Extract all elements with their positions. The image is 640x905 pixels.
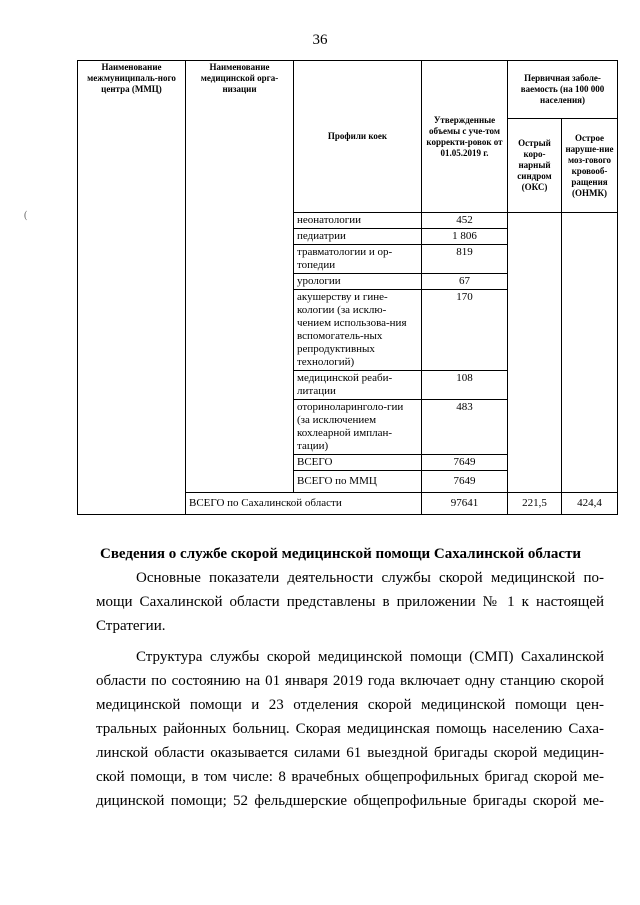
header-profile: Профили коек <box>294 61 422 213</box>
value-cell: 452 <box>422 213 508 229</box>
onmk-cell <box>562 213 618 493</box>
page-number: 36 <box>312 32 328 48</box>
paragraph-line: дицинской помощи; 52 фельдшерские общепрофильные бригады скорой ме- <box>96 793 604 809</box>
profile-cell: оториноларинголо-гии (за исключением кохлеарной имплан-тации) <box>294 400 422 455</box>
paragraph-line: медицинской помощи и 23 отделения скорой медицинской помощи цен- <box>96 697 604 713</box>
paragraph-2 <box>96 645 604 813</box>
paragraph-line: Структура службы скорой медицинской помощи (СМП) Сахалинской <box>136 649 604 665</box>
table-row <box>78 213 618 229</box>
total-region-label: ВСЕГО по Сахалинской области <box>186 493 422 515</box>
paragraph-line: Основные показатели деятельности службы скорой медицинской по- <box>136 570 604 586</box>
total-region-value: 97641 <box>422 493 508 515</box>
profile-cell: неонатологии <box>294 213 422 229</box>
paragraph-line: тральных районных больниц. Скорая медицинская помощь населению Саха- <box>96 721 604 737</box>
bed-profiles-table-container <box>77 60 617 515</box>
profile-cell: урологии <box>294 274 422 290</box>
total-mmc-value: 7649 <box>422 471 508 493</box>
paragraph-line: ской помощи, в том числе: 8 врачебных общепрофильных бригад скорой ме- <box>96 769 604 785</box>
mmc-cell <box>78 213 186 515</box>
paragraph-line: мощи Сахалинской области представлены в приложении № 1 к настоящей <box>96 594 604 610</box>
header-onmk: Острое наруше-ние моз-гового кровооб-ращения (ОНМК) <box>562 119 618 213</box>
profile-cell: травматологии и ор-топедии <box>294 245 422 274</box>
value-cell: 170 <box>422 290 508 371</box>
value-cell: 483 <box>422 400 508 455</box>
header-volume: Утвержденные объемы с уче-том корректи-ровок от 01.05.2019 г. <box>422 61 508 213</box>
profile-cell: педиатрии <box>294 229 422 245</box>
header-morbidity: Первичная заболе-ваемость (на 100 000 населения) <box>508 61 618 119</box>
value-cell: 67 <box>422 274 508 290</box>
value-cell: 819 <box>422 245 508 274</box>
paragraph-line: Стратегии. <box>96 618 166 634</box>
paragraph-line: области по состоянию на 01 января 2019 года включает одну станцию скорой <box>96 673 604 689</box>
org-cell <box>186 213 294 493</box>
header-oks: Острый коро-нарный синдром (ОКС) <box>508 119 562 213</box>
profile-cell: ВСЕГО <box>294 455 422 471</box>
profile-cell: медицинской реаби-литации <box>294 371 422 400</box>
oks-cell <box>508 213 562 493</box>
value-cell: 108 <box>422 371 508 400</box>
value-cell: 1 806 <box>422 229 508 245</box>
margin-mark: ( <box>24 210 28 221</box>
total-region-oks: 221,5 <box>508 493 562 515</box>
bed-profiles-table <box>77 60 618 515</box>
header-org: Наименование медицинской орга-низации <box>186 61 294 213</box>
paragraph-1 <box>96 566 604 638</box>
total-region-onmk: 424,4 <box>562 493 618 515</box>
total-mmc-label: ВСЕГО по ММЦ <box>294 471 422 493</box>
profile-cell: акушерству и гине-кологии (за исклю-чением использова-ния вспомогатель-ных репродуктивных технологий) <box>294 290 422 371</box>
header-mmc: Наименование межмуниципаль-ного центра (ММЦ) <box>78 61 186 213</box>
section-title: Сведения о службе скорой медицинской помощи Сахалинской области <box>100 546 582 562</box>
paragraph-line: линской области оказывается силами 61 выездной бригады скорой медицин- <box>96 745 604 761</box>
value-cell: 7649 <box>422 455 508 471</box>
